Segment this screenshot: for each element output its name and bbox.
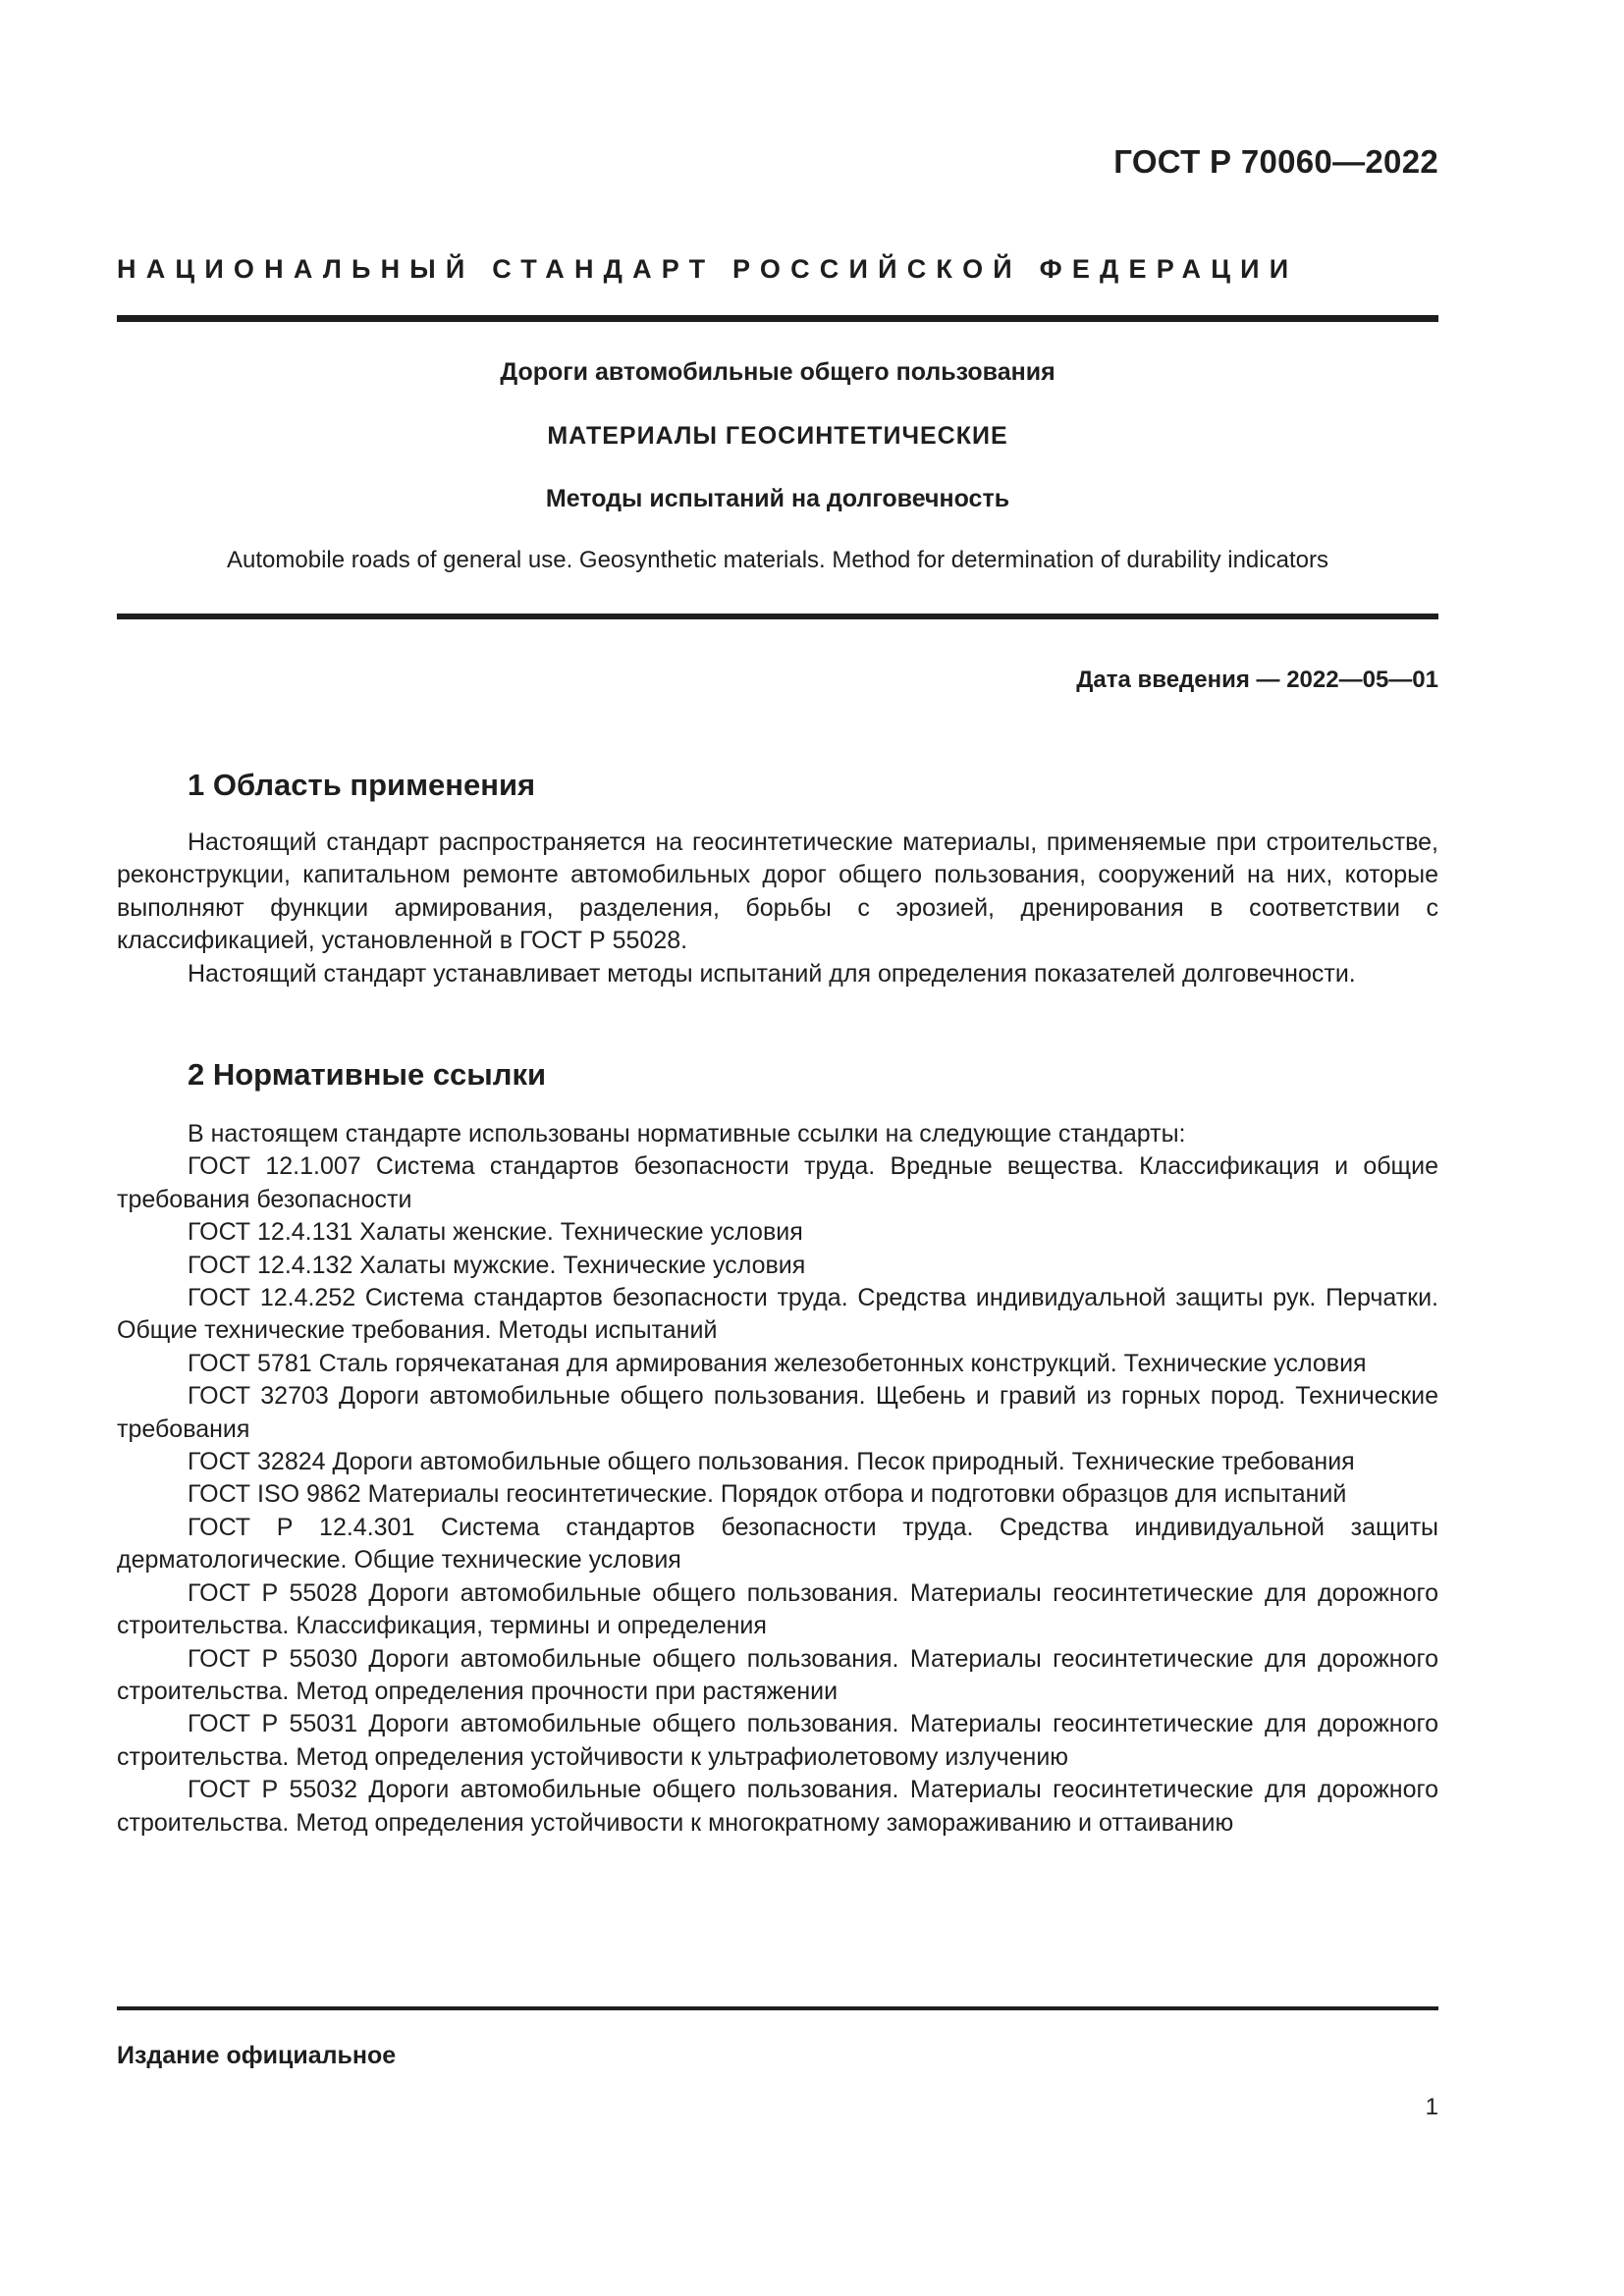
standard-type-title: НАЦИОНАЛЬНЫЙ СТАНДАРТ РОССИЙСКОЙ ФЕДЕРАЦИИ	[117, 254, 1299, 284]
section-2-heading: 2 Нормативные ссылки	[188, 1057, 547, 1092]
reference-item: ГОСТ 12.4.132 Халаты мужские. Технические условия	[188, 1251, 806, 1279]
title-line-1: Дороги автомобильные общего пользования	[500, 358, 1056, 386]
reference-item: ГОСТ Р 55031 Дороги автомобильные общего пользования. Материалы геосинтетические для дорожного строительства. Метод определения устойчивости к ультрафиолетовому излучению	[117, 1710, 1438, 1771]
section-1-heading: 1 Область применения	[188, 768, 536, 802]
reference-item: ГОСТ Р 12.4.301 Система стандартов безопасности труда. Средства индивидуальной защиты дерматологические. Общие технические условия	[117, 1513, 1438, 1575]
section-2-intro: В настоящем стандарте использованы нормативные ссылки на следующие стандарты:	[188, 1120, 1186, 1148]
reference-item: ГОСТ Р 55030 Дороги автомобильные общего пользования. Материалы геосинтетические для дорожного строительства. Метод определения прочности при растяжении	[117, 1644, 1438, 1705]
reference-item: ГОСТ 12.1.007 Система стандартов безопасности труда. Вредные вещества. Классификация и общие требования безопасности	[117, 1152, 1438, 1213]
title-line-3: Методы испытаний на долговечность	[545, 485, 1010, 512]
reference-item: ГОСТ 5781 Сталь горячекатаная для армирования железобетонных конструкций. Технические условия	[188, 1349, 1367, 1377]
reference-item: ГОСТ ISO 9862 Материалы геосинтетические. Порядок отбора и подготовки образцов для испытаний	[188, 1480, 1347, 1509]
section-1-body	[117, 827, 1438, 990]
reference-item: ГОСТ Р 55028 Дороги автомобильные общего пользования. Материалы геосинтетические для дорожного строительства. Классификация, термины и определения	[117, 1578, 1438, 1640]
reference-item: ГОСТ 12.4.131 Халаты женские. Технические условия	[188, 1218, 803, 1247]
title-line-2: МАТЕРИАЛЫ ГЕОСИНТЕТИЧЕСКИЕ	[547, 422, 1008, 450]
page-number: 1	[1425, 2094, 1438, 2120]
reference-item: ГОСТ Р 55032 Дороги автомобильные общего пользования. Материалы геосинтетические для дорожного строительства. Метод определения устойчивости к многократному замораживанию и оттаиванию	[117, 1776, 1438, 1837]
effective-date: Дата введения — 2022—05—01	[1076, 667, 1438, 693]
footer-divider	[117, 2006, 1438, 2010]
section-1-paragraph: Настоящий стандарт устанавливает методы испытаний для определения показателей долговечности.	[188, 959, 1356, 988]
middle-divider	[117, 614, 1438, 619]
reference-item: ГОСТ 32703 Дороги автомобильные общего пользования. Щебень и гравий из горных пород. Технические требования	[117, 1382, 1438, 1443]
top-divider	[117, 315, 1438, 322]
section-2-body	[117, 1118, 1438, 1840]
reference-item: ГОСТ 12.4.252 Система стандартов безопасности труда. Средства индивидуальной защиты рук. Перчатки. Общие технические требования. Методы испытаний	[117, 1284, 1438, 1345]
official-edition-label: Издание официальное	[117, 2042, 397, 2069]
reference-item: ГОСТ 32824 Дороги автомобильные общего пользования. Песок природный. Технические требования	[188, 1448, 1355, 1476]
section-1-paragraph: Настоящий стандарт распространяется на геосинтетические материалы, применяемые при строительстве, реконструкции, капитальном ремонте автомобильных дорог общего пользования, сооружений на них, которые выполняют функции армирования, разделения, борьбы с эрозией, дренирования в соответствии с классификацией, установленной в ГОСТ Р 55028.	[117, 828, 1438, 955]
document-number: ГОСТ Р 70060—2022	[1113, 143, 1438, 180]
document-page	[117, 0, 1438, 2296]
english-title: Automobile roads of general use. Geosynthetic materials. Method for determination of durability indicators	[227, 547, 1328, 573]
